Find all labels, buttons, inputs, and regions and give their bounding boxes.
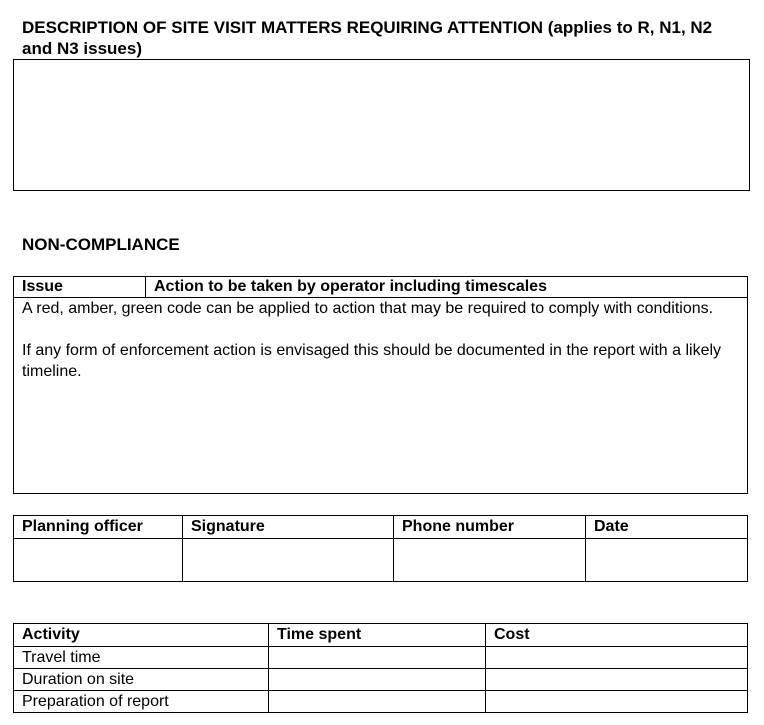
issue-column-header: Issue [14, 277, 146, 298]
activity-row-label: Duration on site [14, 669, 269, 691]
description-textbox[interactable] [13, 59, 750, 191]
date-cell[interactable] [586, 539, 748, 582]
signature-header: Signature [183, 516, 394, 539]
date-header: Date [586, 516, 748, 539]
cost-cell[interactable] [486, 691, 748, 713]
action-column-header: Action to be taken by operator including timescales [146, 277, 748, 298]
phone-number-header: Phone number [394, 516, 586, 539]
time-spent-header: Time spent [269, 624, 486, 647]
planning-officer-header: Planning officer [14, 516, 183, 539]
description-heading: DESCRIPTION OF SITE VISIT MATTERS REQUIRING ATTENTION (applies to R, N1, N2 and N3 issues) [22, 18, 713, 58]
time-spent-cell[interactable] [269, 647, 486, 669]
activity-header: Activity [14, 624, 269, 647]
rag-code-note: A red, amber, green code can be applied to action that may be required to comply with conditions. [22, 300, 714, 317]
non-compliance-table [13, 276, 748, 494]
signature-cell[interactable] [183, 539, 394, 582]
officer-table [13, 515, 748, 582]
time-spent-cell[interactable] [269, 691, 486, 713]
non-compliance-heading: NON-COMPLIANCE [22, 235, 180, 254]
cost-cell[interactable] [486, 647, 748, 669]
phone-number-cell[interactable] [394, 539, 586, 582]
cost-header: Cost [486, 624, 748, 647]
non-compliance-notes-cell[interactable] [14, 298, 748, 494]
activity-row-label: Travel time [14, 647, 269, 669]
enforcement-note: If any form of enforcement action is envisaged this should be documented in the report with a likely timeline. [22, 342, 722, 380]
activity-row-label: Preparation of report [14, 691, 269, 713]
planning-officer-cell[interactable] [14, 539, 183, 582]
time-spent-cell[interactable] [269, 669, 486, 691]
activity-table [13, 623, 748, 713]
cost-cell[interactable] [486, 669, 748, 691]
